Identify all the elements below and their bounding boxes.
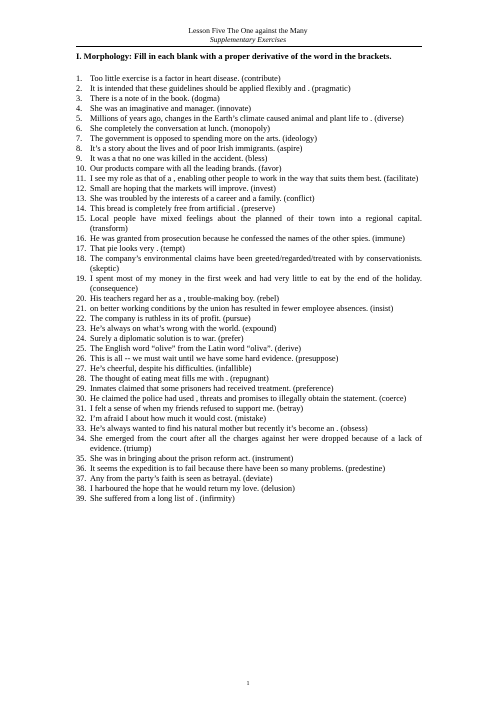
exercise-item (76, 294, 422, 304)
exercise-text: His teachers regard her as a , trouble-making boy. (rebel) (90, 294, 280, 303)
lesson-title: Lesson Five The One against the Many (188, 26, 308, 35)
exercise-list (76, 74, 422, 504)
exercise-number: 6. (76, 124, 83, 133)
exercise-number: 13. (76, 194, 87, 203)
exercise-text: The company is ruthless in its of profit. (pursue) (90, 314, 251, 323)
exercise-item (76, 154, 422, 164)
exercise-item (76, 484, 422, 494)
exercise-number: 24. (76, 334, 87, 343)
exercise-text: I spent most of my money in the first week and had very little to eat by the end of the holiday. (consequence) (90, 274, 422, 293)
exercise-item (76, 474, 422, 484)
exercise-text: on better working conditions by the union has resulted in fewer employee absences. (insist) (90, 304, 394, 313)
exercise-number: 29. (76, 384, 87, 393)
exercise-text: Any from the party’s faith is seen as betrayal. (deviate) (90, 474, 273, 483)
exercise-item (76, 144, 422, 154)
exercise-item (76, 174, 422, 184)
exercise-text: She suffered from a long list of . (infirmity) (90, 494, 235, 503)
exercise-number: 23. (76, 324, 87, 333)
exercise-number: 36. (76, 464, 87, 473)
exercise-text: He was granted from prosecution because he confessed the names of the other spies. (immune) (90, 234, 405, 243)
exercise-number: 34. (76, 434, 87, 443)
exercise-item (76, 394, 422, 404)
exercise-number: 38. (76, 484, 87, 493)
exercise-number: 4. (76, 104, 83, 113)
exercise-number: 19. (76, 274, 87, 283)
exercise-item (76, 244, 422, 254)
exercise-text: It was a that no one was killed in the accident. (bless) (90, 154, 268, 163)
exercise-item (76, 494, 422, 504)
page-number: 1 (246, 681, 250, 687)
exercise-text: It’s a story about the lives and of poor Irish immigrants. (aspire) (90, 144, 303, 153)
exercise-text: This is all -- we must wait until we have some hard evidence. (presuppose) (90, 354, 339, 363)
exercise-item (76, 464, 422, 474)
exercise-text: Inmates claimed that some prisoners had received treatment. (preference) (90, 384, 334, 393)
exercise-text: This bread is completely free from artificial . (preserve) (90, 204, 275, 213)
exercise-text: He’s cheerful, despite his difficulties. (infallible) (90, 364, 252, 373)
exercise-item (76, 314, 422, 324)
exercise-item (76, 234, 422, 244)
exercise-text: I felt a sense of when my friends refused to support me. (betray) (90, 404, 304, 413)
exercise-text: She emerged from the court after all the charges against her were dropped because of a lack of evidence. (triump) (90, 434, 422, 453)
exercise-item (76, 364, 422, 374)
exercise-item (76, 164, 422, 174)
lesson-subtitle: Supplementary Exercises (209, 35, 287, 44)
exercise-text: It is intended that these guidelines should be applied flexibly and . (pragmatic) (90, 84, 351, 93)
exercise-item (76, 274, 422, 294)
exercise-item (76, 324, 422, 334)
exercise-number: 25. (76, 344, 87, 353)
exercise-number: 26. (76, 354, 87, 363)
exercise-text: The English word “olive” from the Latin word “oliva”. (derive) (90, 344, 302, 353)
page-header (0, 26, 496, 44)
exercise-item (76, 354, 422, 364)
section-heading: I. Morphology: Fill in each blank with a proper derivative of the word in the brackets. (76, 51, 392, 61)
exercise-number: 10. (76, 164, 87, 173)
exercise-item (76, 184, 422, 194)
exercise-item (76, 134, 422, 144)
exercise-item (76, 114, 422, 124)
exercise-number: 39. (76, 494, 87, 503)
exercise-number: 21. (76, 304, 87, 313)
exercise-item (76, 424, 422, 434)
exercise-text: She was in bringing about the prison reform act. (instrument) (90, 454, 294, 463)
exercise-item (76, 74, 422, 84)
exercise-item (76, 104, 422, 114)
exercise-number: 37. (76, 474, 87, 483)
exercise-text: She was an imaginative and manager. (innovate) (90, 104, 252, 113)
exercise-item (76, 94, 422, 104)
exercise-item (76, 344, 422, 354)
exercise-text: Surely a diplomatic solution is to war. (prefer) (90, 334, 244, 343)
exercise-number: 28. (76, 374, 87, 383)
exercise-number: 20. (76, 294, 87, 303)
exercise-number: 27. (76, 364, 87, 373)
exercise-item (76, 374, 422, 384)
exercise-text: That pie looks very . (tempt) (90, 244, 185, 253)
exercise-item (76, 384, 422, 394)
exercise-text: He’s always wanted to find his natural mother but recently it’s become an . (obsess) (90, 424, 368, 433)
exercise-item (76, 124, 422, 134)
exercise-number: 22. (76, 314, 87, 323)
exercise-text: She completely the conversation at lunch. (monopoly) (90, 124, 270, 133)
exercise-number: 11. (76, 174, 87, 183)
exercise-number: 5. (76, 114, 83, 123)
exercise-text: Our products compare with all the leading brands. (favor) (90, 164, 282, 173)
exercise-text: Local people have mixed feelings about the planned of their town into a regional capital. (transform) (90, 214, 422, 233)
exercise-item (76, 254, 422, 274)
exercise-text: The thought of eating meat fills me with . (repugnant) (90, 374, 269, 383)
exercise-item (76, 214, 422, 234)
exercise-text: She was troubled by the interests of a career and a family. (conflict) (90, 194, 315, 203)
exercise-number: 35. (76, 454, 87, 463)
exercise-number: 7. (76, 134, 83, 143)
exercise-number: 32. (76, 414, 87, 423)
exercise-item (76, 414, 422, 424)
exercise-item (76, 404, 422, 414)
exercise-item (76, 194, 422, 204)
exercise-number: 9. (76, 154, 83, 163)
header-divider (76, 46, 422, 47)
exercise-number: 18. (76, 254, 87, 263)
exercise-number: 2. (76, 84, 83, 93)
exercise-item (76, 304, 422, 314)
exercise-text: Small are hoping that the markets will improve. (invest) (90, 184, 276, 193)
exercise-text: I see my role as that of a , enabling other people to work in the way that suits them best. (facilitate) (90, 174, 419, 183)
exercise-text: There is a note of in the book. (dogma) (90, 94, 220, 103)
exercise-item (76, 334, 422, 344)
exercise-item (76, 454, 422, 464)
exercise-text: It seems the expedition is to fail because there have been so many problems. (predestine) (90, 464, 386, 473)
exercise-text: Too little exercise is a factor in heart disease. (contribute) (90, 74, 281, 83)
exercise-text: I harboured the hope that he would return my love. (delusion) (90, 484, 295, 493)
exercise-number: 8. (76, 144, 83, 153)
exercise-text: Millions of years ago, changes in the Earth’s climate caused animal and plant life to . (diverse) (90, 114, 404, 123)
exercise-text: The government is opposed to spending more on the arts. (ideology) (90, 134, 317, 143)
exercise-text: He’s always on what’s wrong with the world. (expound) (90, 324, 277, 333)
exercise-number: 12. (76, 184, 87, 193)
exercise-number: 14. (76, 204, 87, 213)
exercise-item (76, 84, 422, 94)
exercise-number: 15. (76, 214, 87, 223)
exercise-number: 3. (76, 94, 83, 103)
exercise-number: 16. (76, 234, 87, 243)
exercise-item (76, 204, 422, 214)
exercise-item (76, 434, 422, 454)
exercise-number: 33. (76, 424, 87, 433)
exercise-number: 17. (76, 244, 87, 253)
exercise-number: 1. (76, 74, 83, 83)
exercise-number: 30. (76, 394, 87, 403)
exercise-text: I’m afraid I about how much it would cost. (mistake) (90, 414, 267, 423)
exercise-number: 31. (76, 404, 87, 413)
exercise-text: The company’s environmental claims have been greeted/regarded/treated with by conservationists. (skeptic) (90, 254, 422, 273)
exercise-text: He claimed the police had used , threats and promises to illegally obtain the statement. (coerce) (90, 394, 407, 403)
